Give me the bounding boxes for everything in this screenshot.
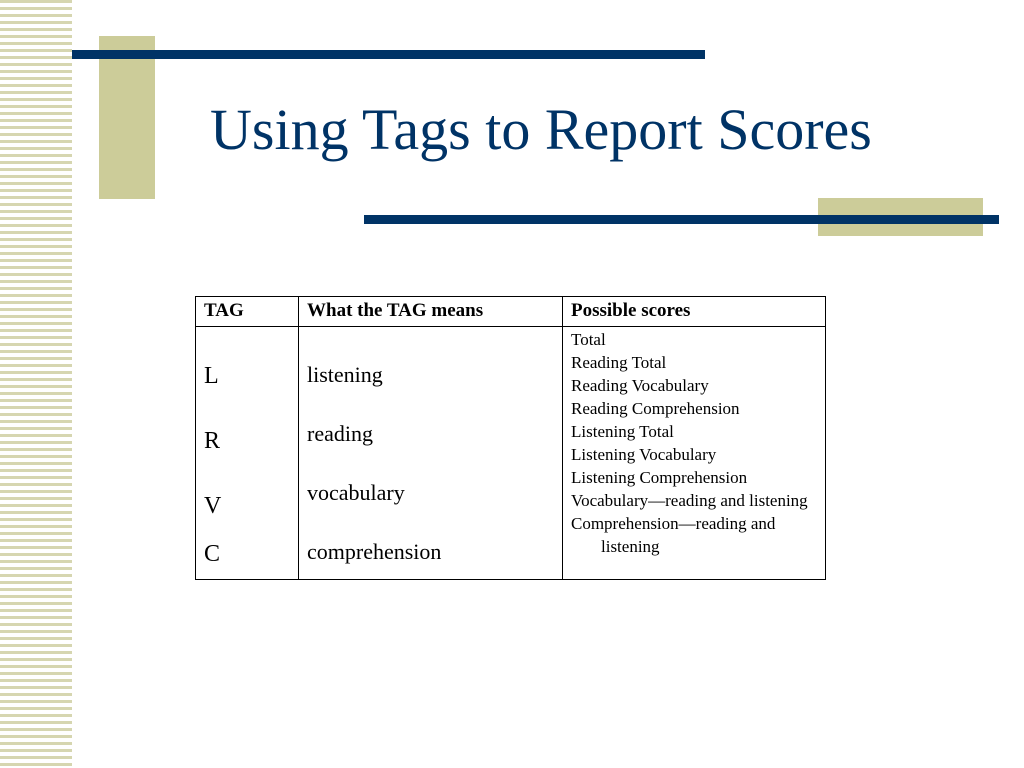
navy-rule-bottom <box>364 215 999 224</box>
tan-accent-block-top <box>99 36 155 199</box>
score-item: Reading Comprehension <box>571 399 740 418</box>
score-item: Listening Comprehension <box>571 468 748 487</box>
tag-r: R <box>204 428 221 454</box>
slide-title: Using Tags to Report Scores <box>210 97 872 162</box>
score-item: Total <box>571 330 606 349</box>
table-header-row <box>196 297 826 327</box>
table-body-row <box>196 327 826 580</box>
tags-table <box>195 296 826 580</box>
meaning-listening: listening <box>307 362 383 387</box>
score-item: Reading Total <box>571 353 667 372</box>
header-possible-scores: Possible scores <box>563 297 826 327</box>
score-item: Reading Vocabulary <box>571 376 709 395</box>
meaning-comprehension: comprehension <box>307 539 442 564</box>
score-item: Comprehension—reading and listening <box>571 514 776 556</box>
tag-v: V <box>204 493 222 519</box>
tag-column <box>196 327 299 580</box>
tag-c: C <box>204 541 221 567</box>
score-item: Listening Total <box>571 422 674 441</box>
score-item: Listening Vocabulary <box>571 445 717 464</box>
decorative-stripe-panel <box>0 0 72 768</box>
navy-rule-top <box>72 50 705 59</box>
meaning-vocabulary: vocabulary <box>307 480 405 505</box>
score-item: Vocabulary—reading and listening <box>571 491 808 510</box>
scores-column <box>563 327 826 580</box>
header-tag: TAG <box>196 297 299 327</box>
meaning-reading: reading <box>307 421 373 446</box>
meaning-column <box>299 327 563 580</box>
tag-l: L <box>204 363 219 389</box>
header-meaning: What the TAG means <box>299 297 563 327</box>
